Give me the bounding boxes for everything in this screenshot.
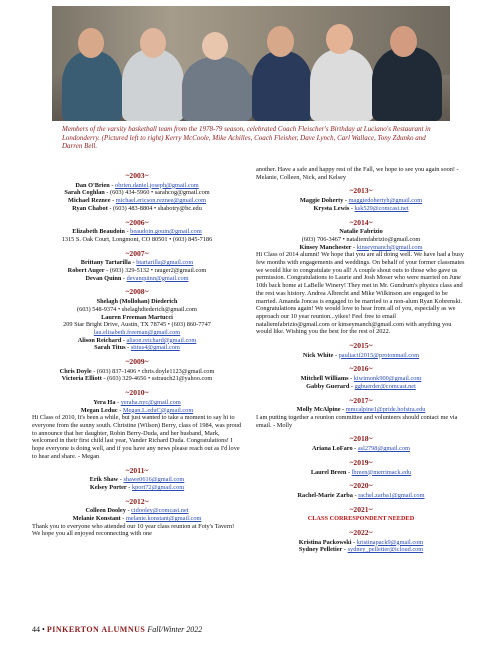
class-year-header: ~2012~ [125,496,149,506]
class-year-header: ~2019~ [349,457,373,467]
class-year-header: ~2009~ [125,357,149,367]
alumni-entry: Molly McAlpine - mmcalpine1@pride.hofstra.edu [296,406,426,414]
class-year-header: ~2006~ [125,217,149,227]
alumni-entry: Devan Quinn - devanquinn@gmail.com [85,274,189,282]
alumni-entry: Robert Auger - (603) 329-5132 • rauger2@gmail.com [67,267,207,275]
alumni-entry: Mitchell Williams - kiwimonk900@gmail.com [300,375,422,383]
page-number: 44 • [32,625,45,634]
class-news-paragraph: I am putting together a reunion committee and volunteers should contact me via email. - Molly [256,413,458,429]
alumni-entry: Kelsey Porter - kport72@gmail.com [89,483,185,491]
alumni-entry: Maggie Doherty - maggiedohertyh@gmail.com [299,197,423,205]
alumni-name: Shelagh (Mollohan) Diederich [96,298,178,306]
email-link[interactable]: lau.elisabeth.freeman@gmail.com [93,328,181,336]
alumni-entry: Nick White - pauliacif2015@protonmail.com [302,351,420,359]
alumni-address: 209 Star Bright Drive, Austin, TX 78745 • (603) 860-7747 [63,321,211,329]
alumni-entry: Brittany Tartarilla - btartarilla@gmail.com [80,259,194,267]
left-column [32,172,242,538]
class-news-continued: another. Have a safe and happy rest of the Fall, we hope to see you again soon! - Melanie, Colleen, Nick, and Kelsey [256,166,459,181]
class-year-header: ~2015~ [349,341,373,351]
class-year-header: ~2022~ [349,528,373,538]
alumni-entry: Victoria Elliott - (603) 329-4656 • sstrauch21@yahoo.com [61,375,213,383]
class-year-header: ~2020~ [349,481,373,491]
alumni-entry: Dan O'Brien - obrien.daniel.joseph@gmail.com [75,181,199,189]
alumni-entry: Erik Shaw - shawe0616@gmail.com [89,476,185,484]
alumni-contact: (603) 548-9374 • shelaghdiederich@gmail.com [77,305,197,313]
photo-caption: Members of the varsity basketball team from the 1978-79 season, celebrated Coach Fleischer's Birthday at Luciano's Restaurant in Londonderry. (Pictured left to right) Kerry McCoole, Mike Achilles, Coach Fleisher, Dave Lynch, Carl Wallace, Tony Zdunko and Darren Bell. [62,125,431,151]
group-photo [52,6,450,121]
page-footer [32,625,202,634]
issue-label: Fall/Winter 2022 [147,625,203,634]
alumni-entry: Sarah Coghlan - (603) 434-5960 • sarahcog@gmail.com [64,189,210,197]
class-news-paragraph: Hi Class of 2014 alumni! We hope that you are all doing well. We have had a busy few months with engagements and weddings. On behalf of your former classmates we would like to congratulate you all! A couple shout outs to those who gave us permission. Congratulations to Laurie and Josh Moser who were married on June 10th back home at LaBelle Winery! They met in Mr. Gundrum's physics class and the rest was history. Andrea Albrecht and Mike Wilkinson are engaged to be married. Amanda Joncas is engaged to be married to a non-alum Ryan Kobrenski. Congratulations again! We would love to hear from all of you, especially as we approach our 10 year reunion...yikes! Feel free to email nataliemfabrizio@gmail.com or kinseymanch@gmail.com with anything you would like. Wishing you the best for the rest of 2022. [256,251,465,336]
alumni-entry: Laurel Breen - lbreen@merrimack.edu [310,468,412,476]
alumni-entry: Megan Leduc - Megan.L.eduC@gmail.com [80,406,194,414]
class-year-header: ~2014~ [349,217,373,227]
alumni-entry: Chris Doyle - (603) 837-1406 • chris.doyle1123@gmail.com [59,367,215,375]
class-year-header: ~2013~ [349,186,373,196]
alumni-name: Natalie Fabrizio [339,228,383,236]
class-year-header: ~2016~ [349,364,373,374]
alumni-entry: Colleen Dooley - cidooley@comcast.net [85,507,189,515]
class-year-header: ~2018~ [349,434,373,444]
alumni-entry: Ryan Chabot - (603) 483-8804 • shabotry@bc.edu [72,204,202,212]
alumni-entry: Gabby Guerard - ggbuerder@comcast.net [306,382,416,390]
alumni-entry: Sarah Titus - stitus4@gmail.com [94,344,180,352]
class-year-header: ~2008~ [125,287,149,297]
class-news-paragraph: Hi Class of 2010, It's been a while, but just wanted to take a moment to say hi to everyone from the sunny south. Christine (Wilson) Berry, class of 1984, was proud to announce that her daughter, Robin Berry-Duda, and her husband, Mark, welcomed in their first child last year, Vander Richard Duda. Congratulations! I hope everyone is doing well, and if you have any news please reach out as I'd love to hear and share. - Megan [32,414,242,460]
alumni-entry: Kristina Packowski - kristinapack9@gmail.com [298,538,424,546]
alumni-entry: Michael Reznee - michael.ericson.reznee@gmail.com [68,197,206,205]
alumni-entry: Alison Reichard - alison.reichard@gmail.com [77,336,197,344]
correspondent-needed-notice: CLASS CORRESPONDENT NEEDED [307,515,415,523]
alumni-contact: (603) 706-3467 • nataliemfabrizio@gmail.com [301,235,421,243]
alumni-entry: Rachel-Marie Zarba - rachel.zarba1@gmail.com [297,491,425,499]
alumni-address: 1315 S. Oak Court, Longmont, CO 80501 • (603) 845-7186 [61,235,213,243]
alumni-name: Lauren Freeman Martucci [101,313,173,321]
class-news-paragraph: Thank you to everyone who attended our 10 year class reunion at Foty's Tavern! We hope you all enjoyed reconnecting with one [32,522,235,538]
alumni-entry: Sydney Pelletier - sydney_pelletier@icloud.com [298,546,424,554]
class-year-header: ~2010~ [125,388,149,398]
class-year-header: ~2011~ [125,465,149,475]
right-column [256,166,466,554]
alumni-entry: Melanie Konstant - melanie.konstant@gmail.com [72,515,202,523]
class-year-header: ~2003~ [125,171,149,180]
class-year-header: ~2007~ [125,248,149,258]
alumni-entry: Kinsey Manchester - kinseymanch@gmail.com [299,243,423,251]
alumni-entry: Elizabeth Beaudoin - beaudoin.gouin@gmail.com [72,228,202,236]
alumni-entry: Yera Ha - yeraha.nyc@gmail.com [93,398,181,406]
alumni-entry: Krysta Lewis - ksk529@comcast.net [313,204,409,212]
alumni-entry: Ariana LoFaro - asl2798@gmail.com [311,445,411,453]
publication-name: PINKERTON ALUMNUS [46,625,146,634]
class-year-header: ~2021~ [349,504,373,514]
class-year-header: ~2017~ [349,395,373,405]
